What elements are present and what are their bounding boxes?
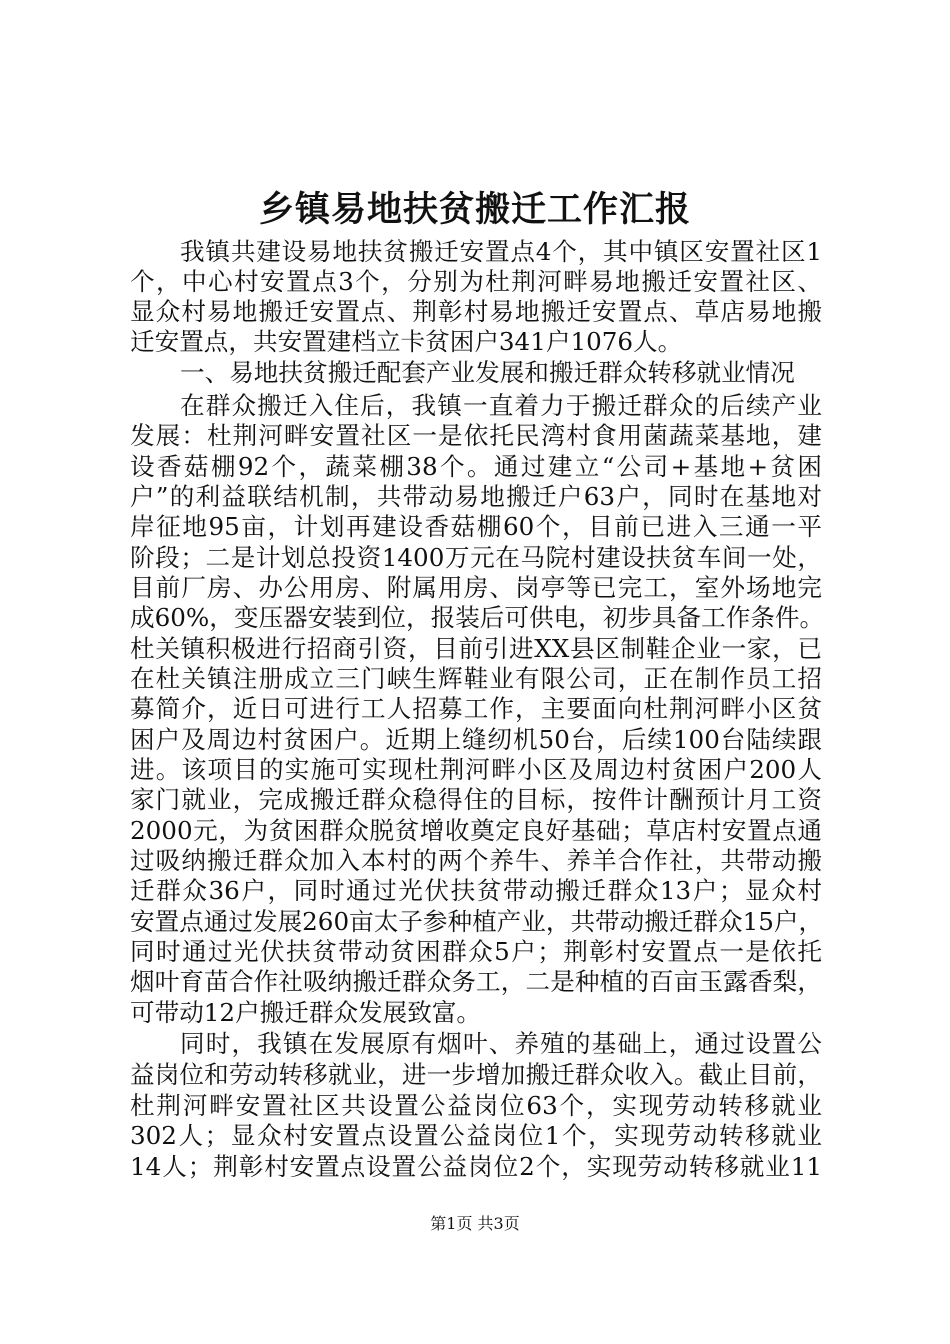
body-line: 设香菇棚92个，蔬菜棚38个。通过建立“公司+基地+贫困 — [130, 452, 822, 481]
page-number: 第1页 共3页 — [430, 1214, 520, 1233]
body-line: 杜关镇积极进行招商引资，目前引进XX县区制鞋企业一家，已 — [130, 634, 822, 663]
body-line: 发展：杜荆河畔安置社区一是依托民湾村食用菌蔬菜基地，建 — [130, 421, 822, 450]
body-line: 岸征地95亩，计划再建设香菇棚60个，目前已进入三通一平 — [130, 512, 822, 541]
body-line: 户”的利益联结机制，共带动易地搬迁户63户，同时在基地对 — [130, 482, 822, 511]
body-line: 迁安置点，共安置建档立卡贫困户341户1076人。 — [130, 327, 683, 356]
body-line: 在杜关镇注册成立三门峡生辉鞋业有限公司，正在制作员工招 — [130, 664, 822, 693]
body-line: 安置点通过发展260亩太子参种植产业，共带动搬迁群众15户， — [130, 907, 824, 936]
body-line: 家门就业，完成搬迁群众稳得住的目标，按件计酬预计月工资 — [130, 785, 822, 814]
body-line: 14人；荆彰村安置点设置公益岗位2个，实现劳动转移就业11 — [130, 1152, 822, 1181]
body-line: 显众村易地搬迁安置点、荆彰村易地搬迁安置点、草店易地搬 — [130, 297, 822, 326]
body-line: 益岗位和劳动转移就业，进一步增加搬迁群众收入。截止目前， — [130, 1060, 822, 1089]
body-line: 阶段；二是计划总投资1400万元在马院村建设扶贫车间一处， — [130, 543, 822, 572]
body-line: 目前厂房、办公用房、附属用房、岗亭等已完工，室外场地完 — [130, 573, 822, 602]
body-line: 可带动12户搬迁群众发展致富。 — [130, 998, 482, 1027]
body-line: 成60%，变压器安装到位，报装后可供电，初步具备工作条件。 — [130, 603, 825, 632]
body-line: 我镇共建设易地扶贫搬迁安置点4个，其中镇区安置社区1 — [180, 237, 822, 266]
section-heading: 一、易地扶贫搬迁配套产业发展和搬迁群众转移就业情况 — [180, 358, 795, 387]
body-line: 募简介，近日可进行工人招募工作，主要面向杜荆河畔小区贫 — [130, 694, 822, 723]
body-line: 302人；显众村安置点设置公益岗位1个，实现劳动转移就业 — [130, 1121, 822, 1150]
body-line: 个，中心村安置点3个，分别为杜荆河畔易地搬迁安置社区、 — [130, 267, 822, 296]
body-line: 困户及周边村贫困户。近期上缝纫机50台，后续100台陆续跟 — [130, 725, 822, 754]
body-line: 杜荆河畔安置社区共设置公益岗位63个，实现劳动转移就业 — [130, 1091, 822, 1120]
body-line: 2000元，为贫困群众脱贫增收奠定良好基础；草店村安置点通 — [130, 816, 822, 845]
body-line: 烟叶育苗合作社吸纳搬迁群众务工，二是种植的百亩玉露香梨， — [130, 967, 822, 996]
body-line: 过吸纳搬迁群众加入本村的两个养牛、养羊合作社，共带动搬 — [130, 846, 822, 875]
body-line: 同时通过光伏扶贫带动贫困群众5户；荆彰村安置点一是依托 — [130, 937, 822, 966]
body-line: 同时，我镇在发展原有烟叶、养殖的基础上，通过设置公 — [180, 1029, 822, 1058]
body-line: 在群众搬迁入住后，我镇一直着力于搬迁群众的后续产业 — [180, 391, 822, 420]
body-line: 迁群众36户，同时通过光伏扶贫带动搬迁群众13户；显众村 — [130, 876, 822, 905]
body-line: 进。该项目的实施可实现杜荆河畔小区及周边村贫困户200人 — [130, 755, 822, 784]
document-title: 乡镇易地扶贫搬迁工作汇报 — [258, 189, 691, 230]
